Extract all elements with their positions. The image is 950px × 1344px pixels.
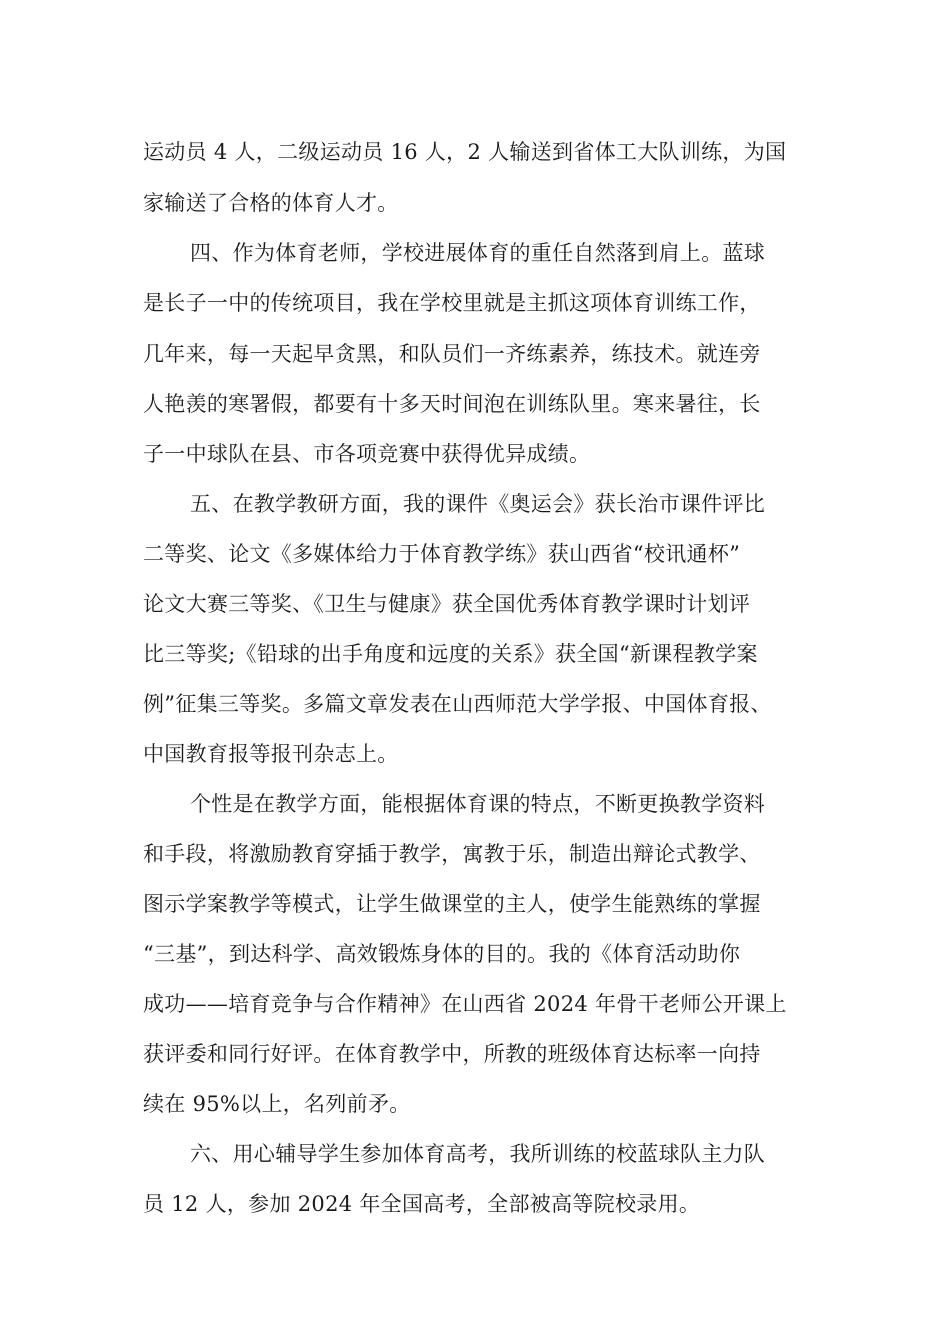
text-line: 员 12 人，参加 2024 年全国高考，全部被高等院校录用。 <box>143 1192 701 1216</box>
paragraph-start-line: 五、在教学教研方面，我的课件《奥运会》获长治市课件评比 <box>190 492 766 516</box>
text-line: 图示学案教学等模式，让学生做课堂的主人，使学生能熟练的掌握 <box>143 892 761 916</box>
text-line: 中国教育报等报刊杂志上。 <box>143 742 399 766</box>
text-line: 比三等奖;《铅球的出手角度和远度的关系》获全国“新课程教学案 <box>143 642 758 666</box>
text-line: 和手段，将激励教育穿插于教学，寓教于乐，制造出辩论式教学、 <box>143 842 761 866</box>
text-line: 家输送了合格的体育人才。 <box>143 191 399 215</box>
paragraph-start-line: 六、用心辅导学生参加体育高考，我所训练的校蓝球队主力队 <box>190 1142 766 1166</box>
text-line: “三基”，到达科学、高效锻炼身体的目的。我的《体育活动助你 <box>143 942 741 966</box>
text-line: 人艳羡的寒署假，都要有十多天时间泡在训练队里。寒来暑往，长 <box>143 392 761 416</box>
text-line: 例”征集三等奖。多篇文章发表在山西师范大学学报、中国体育报、 <box>143 692 772 716</box>
text-line: 成功——培育竞争与合作精神》在山西省 2024 年骨干老师公开课上 <box>143 992 787 1016</box>
text-line: 二等奖、论文《多媒体给力于体育教学练》获山西省“校讯通杯” <box>143 542 741 566</box>
text-line: 续在 95%以上，名列前矛。 <box>143 1092 411 1116</box>
paragraph-start-line: 个性是在教学方面，能根据体育课的特点，不断更换教学资料 <box>190 792 766 816</box>
paragraph-start-line: 四、作为体育老师，学校进展体育的重任自然落到肩上。蓝球 <box>190 241 766 265</box>
text-line: 运动员 4 人，二级运动员 16 人，2 人输送到省体工大队训练，为国 <box>143 140 787 164</box>
text-line: 是长子一中的传统项目，我在学校里就是主抓这项体育训练工作， <box>143 291 761 315</box>
text-line: 论文大赛三等奖、《卫生与健康》获全国优秀体育教学课时计划评 <box>143 592 751 616</box>
text-line: 获评委和同行好评。在体育教学中，所教的班级体育达标率一向持 <box>143 1042 761 1066</box>
text-line: 几年来，每一天起早贪黑，和队员们一齐练素养，练技术。就连旁 <box>143 342 761 366</box>
text-line: 子一中球队在县、市各项竞赛中获得优异成绩。 <box>143 442 591 466</box>
